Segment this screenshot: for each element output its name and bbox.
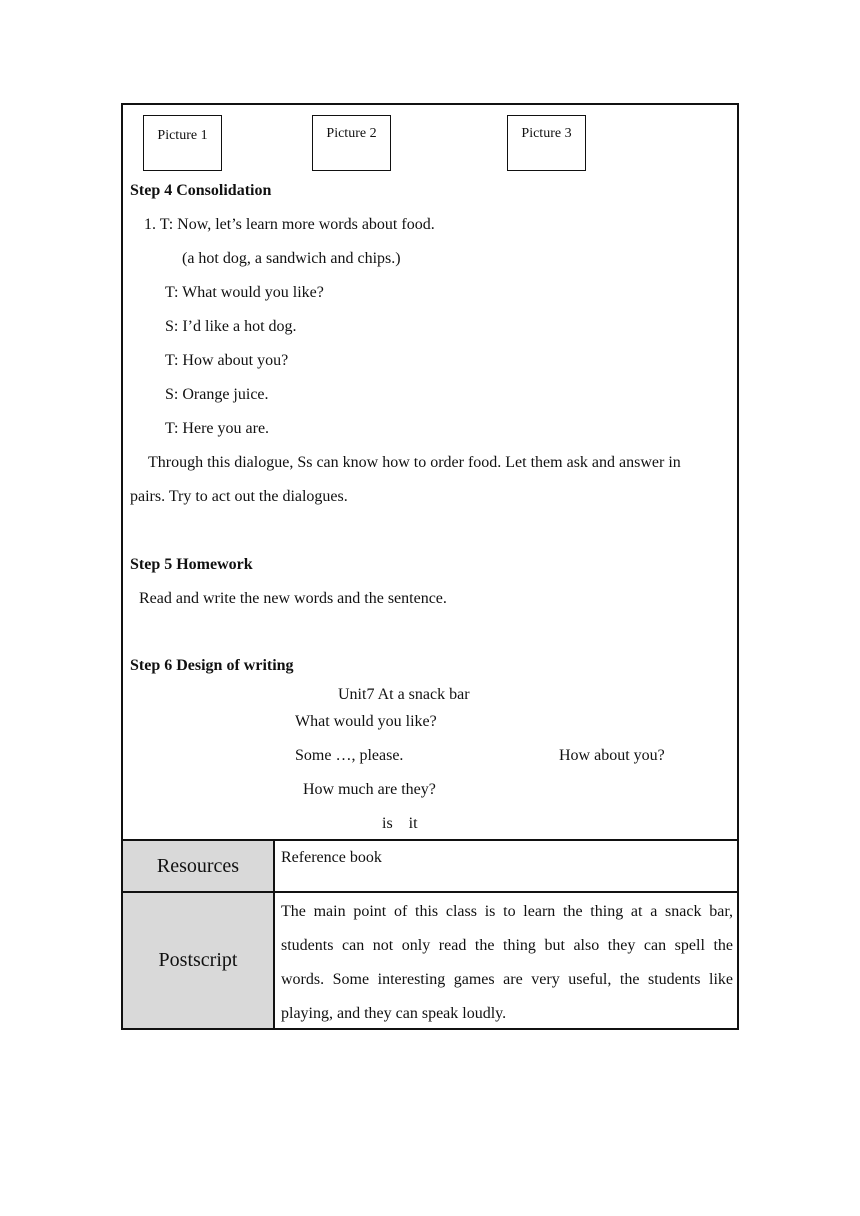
writing-line2-right: How about you?	[559, 747, 665, 764]
picture-2-box	[312, 115, 391, 171]
step4-line2: (a hot dog, a sandwich and chips.)	[182, 250, 401, 267]
picture-1-label: Picture 1	[157, 128, 208, 143]
writing-line3: How much are they?	[303, 781, 436, 798]
dialogue-line-1: T: What would you like?	[165, 284, 324, 301]
step5-heading: Step 5 Homework	[130, 556, 253, 573]
step4-heading: Step 4 Consolidation	[130, 182, 272, 199]
writing-line4: is it	[382, 815, 418, 832]
writing-line2-left: Some …, please.	[295, 747, 404, 764]
resources-label: Resources	[156, 855, 240, 877]
step6-heading: Step 6 Design of writing	[130, 657, 294, 674]
picture-3-label: Picture 3	[521, 126, 572, 141]
postscript-line: The main point of this class is to learn the thing at a snack bar,	[281, 903, 733, 920]
picture-3-box	[507, 115, 586, 171]
picture-1-box	[143, 115, 222, 171]
postscript-line: students can not only read the thing but also they can spell the	[281, 937, 733, 954]
resources-label-cell	[123, 841, 273, 891]
resources-value: Reference book	[281, 849, 382, 866]
lesson-table	[121, 103, 739, 1030]
postscript-text	[281, 895, 733, 1031]
step4-paragraph-line2: pairs. Try to act out the dialogues.	[130, 488, 348, 505]
picture-2-label: Picture 2	[326, 126, 377, 141]
writing-line1: What would you like?	[295, 713, 437, 730]
step5-text: Read and write the new words and the sentence.	[139, 590, 447, 607]
dialogue-line-3: T: How about you?	[165, 352, 289, 369]
dialogue-line-4: S: Orange juice.	[165, 386, 269, 403]
writing-title: Unit7 At a snack bar	[338, 686, 470, 703]
step4-line1: 1. T: Now, let’s learn more words about food.	[144, 216, 435, 233]
step4-paragraph-line1: Through this dialogue, Ss can know how to order food. Let them ask and answer in	[148, 454, 681, 471]
postscript-label: Postscript	[158, 949, 238, 971]
postscript-line: words. Some interesting games are very useful, the students like	[281, 971, 733, 988]
postscript-line: playing, and they can speak loudly.	[281, 1005, 507, 1022]
postscript-label-cell	[123, 893, 273, 1028]
dialogue-line-2: S: I’d like a hot dog.	[165, 318, 297, 335]
dialogue-line-5: T: Here you are.	[165, 420, 270, 437]
column-divider	[273, 841, 275, 1028]
